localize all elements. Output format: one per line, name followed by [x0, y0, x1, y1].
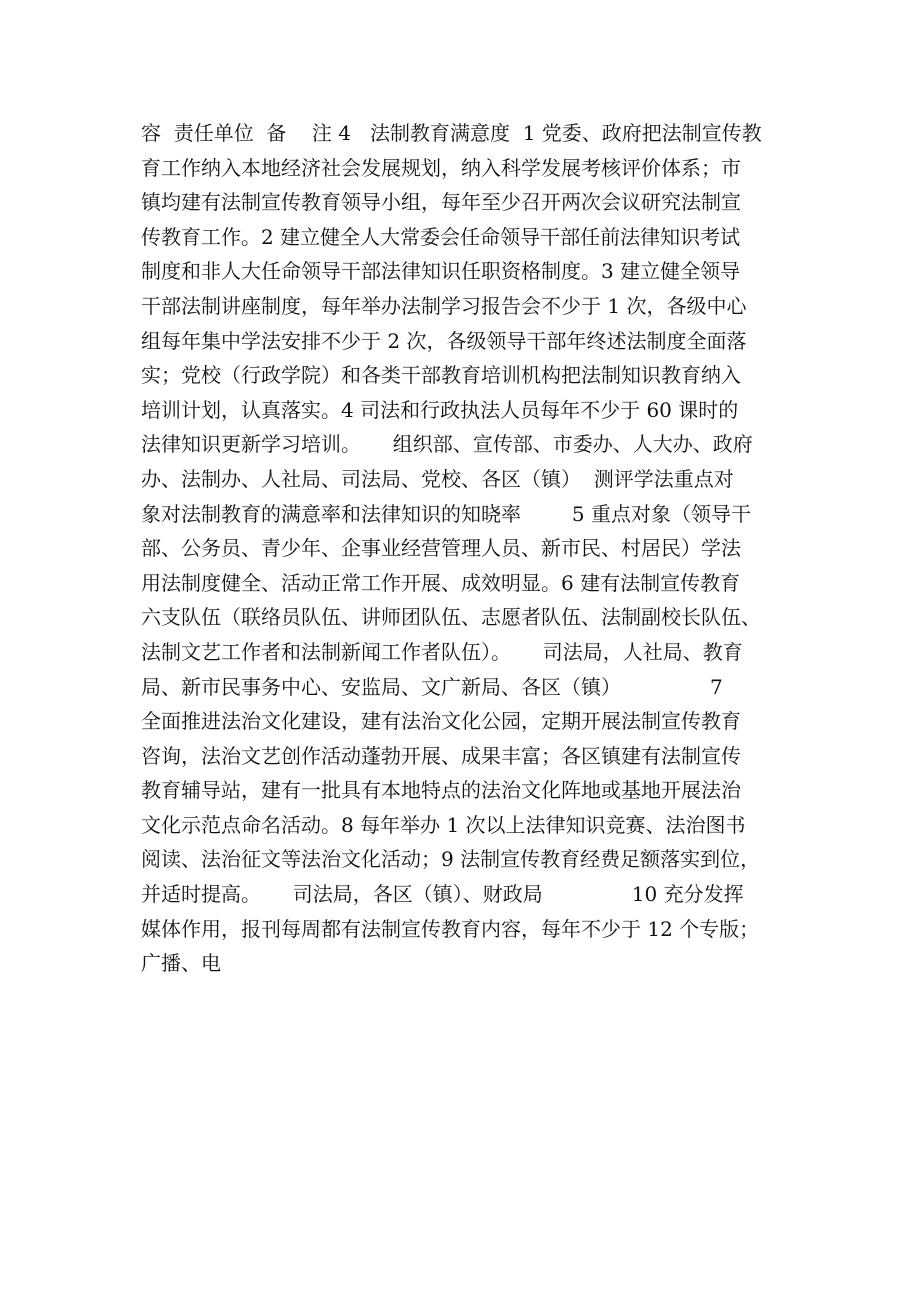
text-line: 容 责任单位 备 注 4 法制教育满意度 1 党委、政府把法制宣传教	[141, 121, 762, 145]
text-line: 广播、电	[141, 951, 221, 976]
text-line: 并适时提高。 司法局，各区（镇）、财政局 10 充分发挥	[141, 882, 744, 907]
text-line: 实；党校（行政学院）和各类干部教育培训机构把法制知识教育纳入	[141, 363, 741, 388]
text-line: 制度和非人大任命领导干部法律知识任职资格制度。3 建立健全领导	[141, 259, 741, 284]
text-line: 局、新市民事务中心、安监局、文广新局、各区（镇） 7	[141, 674, 723, 699]
text-line: 咨询，法治文艺创作活动蓬勃开展、成果丰富；各区镇建有法制宣传	[141, 743, 741, 768]
text-line: 阅读、法治征文等法治文化活动；9 法制宣传教育经费足额落实到位，	[141, 847, 761, 872]
text-line: 法制文艺工作者和法制新闻工作者队伍）。 司法局，人社局、教育	[141, 639, 743, 664]
text-line: 育工作纳入本地经济社会发展规划，纳入科学发展考核评价体系；市	[141, 155, 741, 180]
text-line: 教育辅导站，建有一批具有本地特点的法治文化阵地或基地开展法治	[141, 778, 741, 803]
text-line: 组每年集中学法安排不少于 2 次，各级领导干部年终述法制度全面落	[141, 328, 747, 353]
text-line: 用法制度健全、活动正常工作开展、成效明显。6 建有法制宣传教育	[141, 570, 741, 595]
text-line: 传教育工作。2 建立健全人大常委会任命领导干部任前法律知识考试	[141, 224, 741, 249]
text-line: 全面推进法治文化建设，建有法治文化公园，定期开展法制宣传教育	[141, 709, 741, 734]
text-line: 文化示范点命名活动。8 每年举办 1 次以上法律知识竞赛、法治图书	[141, 812, 746, 837]
text-line: 办、法制办、人社局、司法局、党校、各区（镇） 测评学法重点对	[141, 466, 734, 491]
text-line: 象对法制教育的满意率和法律知识的知晓率 5 重点对象（领导干	[141, 501, 751, 526]
text-line: 六支队伍（联络员队伍、讲师团队伍、志愿者队伍、法制副校长队伍、	[141, 605, 761, 630]
text-line: 镇均建有法制宣传教育领导小组，每年至少召开两次会议研究法制宣	[141, 190, 741, 215]
text-line: 法律知识更新学习培训。 组织部、宣传部、市委办、人大办、政府	[141, 432, 753, 457]
text-line: 媒体作用，报刊每周都有法制宣传教育内容，每年不少于 12 个专版；	[141, 916, 760, 941]
document-text-block	[141, 116, 801, 981]
text-line: 部、公务员、青少年、企事业经营管理人员、新市民、村居民）学法	[141, 536, 741, 561]
text-line: 干部法制讲座制度，每年举办法制学习报告会不少于 1 次，各级中心	[141, 293, 747, 318]
text-line: 培训计划，认真落实。4 司法和行政执法人员每年不少于 60 课时的	[141, 397, 739, 422]
